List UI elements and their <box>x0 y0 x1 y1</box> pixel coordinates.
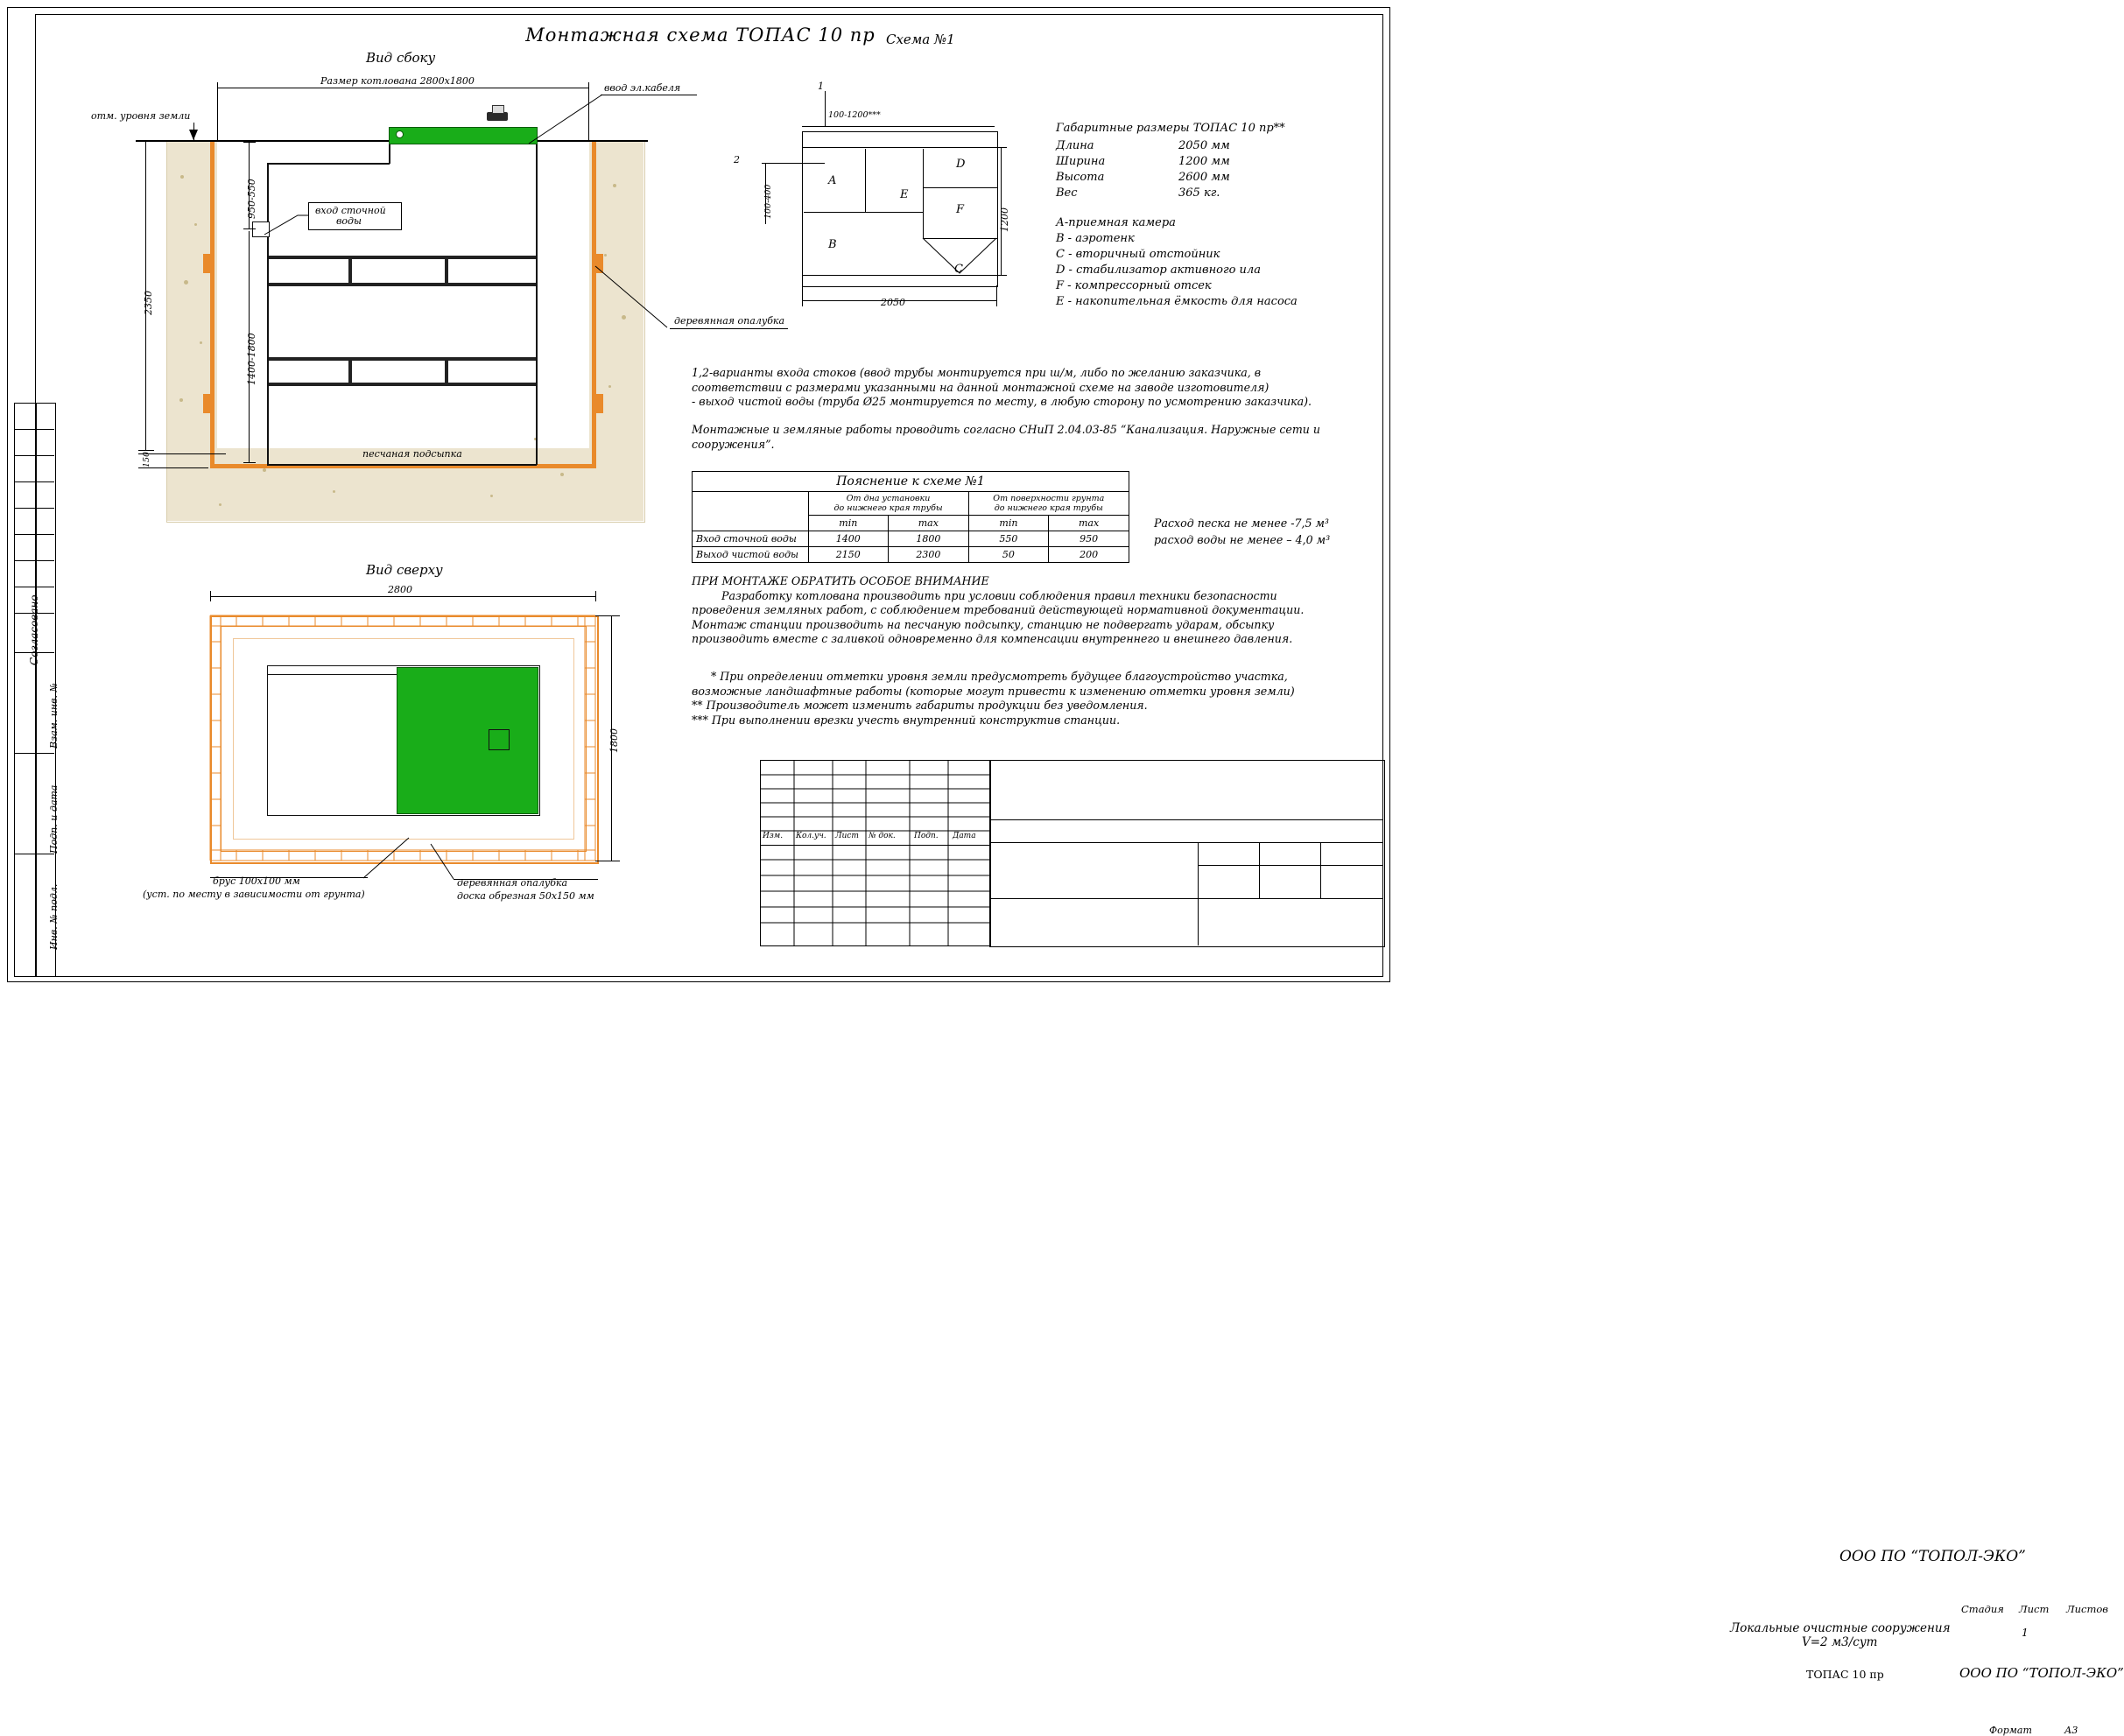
scheme1-dim-top: 100-1200*** <box>828 110 881 120</box>
object-line-1: Локальные очистные сооружения <box>1730 1621 1951 1635</box>
variants-note <box>692 366 1383 410</box>
explain-sub-2: min <box>968 516 1049 531</box>
formwork-brace-left-upper <box>203 254 214 273</box>
company-name: ООО ПО “ТОПОЛ-ЭКО” <box>1839 1548 2026 1565</box>
beam-label-line1: брус 100х100 мм <box>213 875 300 887</box>
legend-item-d: D - стабилизатор активного ила <box>1056 264 1261 277</box>
station-right-wall <box>536 131 538 465</box>
lm-rule <box>14 560 54 561</box>
table-row <box>693 547 1129 563</box>
footnotes-block <box>692 670 1383 727</box>
scheme1-label-A: A <box>828 174 837 187</box>
explain-group2-line1: От поверхности грунта <box>993 494 1105 503</box>
formwork-leader-h <box>670 328 788 329</box>
explain-row-0-v1: 1800 <box>889 531 969 547</box>
snip-line-1: Монтажные и земляные работы проводить согласно СНиП 2.04.03-85 “Канализация. Наружные сети и <box>692 423 1321 436</box>
product-name: ТОПАС 10 пр <box>1806 1668 1884 1681</box>
ground-mark-arrow <box>187 123 201 142</box>
beam-label-line2: (уст. по месту в зависимости от грунта) <box>143 889 365 900</box>
lm-rule <box>14 481 54 482</box>
explain-row-1-v1: 2300 <box>889 547 969 563</box>
spec-value-0: 2050 мм <box>1178 139 1230 152</box>
lm-rule <box>14 534 54 535</box>
rev-header-5: Дата <box>953 832 976 840</box>
attention-line-3: Монтаж станции производить на песчаную подсыпку, станцию не подвергать ударам, обсыпку <box>692 617 1275 631</box>
explain-row-1-v3: 200 <box>1049 547 1129 563</box>
formwork-label: деревянная опалубка <box>674 315 785 327</box>
lm-col-a <box>14 403 37 977</box>
variants-line-3: - выход чистой воды (труба Ø25 монтируется по месту, в любую сторону по усмотрению заказчика). <box>692 395 1312 408</box>
side-view-label: Вид сбоку <box>366 50 436 66</box>
scheme1-label-D: D <box>956 158 966 171</box>
spec-value-1: 1200 мм <box>1178 155 1230 168</box>
rev-header-1: Кол.уч. <box>796 832 826 840</box>
topview-width-label: 2800 <box>388 584 412 595</box>
title-block-right <box>989 760 1385 947</box>
snip-note <box>692 423 1383 452</box>
attention-line-2: проведения земляных работ, с соблюдением требований действующей нормативной документации. <box>692 603 1305 616</box>
legend-item-c: С - вторичный отстойник <box>1056 248 1220 261</box>
topview-width-dim <box>210 596 595 597</box>
ground-mark-label: отм. уровня земли <box>91 110 191 122</box>
scheme1-label: Схема №1 <box>886 32 955 47</box>
cable-input-label: ввод эл.кабеля <box>604 82 681 94</box>
formwork-wall-left <box>210 140 215 468</box>
footnote-3: *** При выполнении врезки учесть внутренний конструктив станции. <box>692 713 1121 727</box>
scheme1-dim-width: 2050 <box>881 297 905 308</box>
page-title: Монтажная схема ТОПАС 10 пр <box>525 25 876 46</box>
explain-group2-line2: до нижнего края трубы <box>994 503 1103 513</box>
scheme1-marker2-line <box>762 163 825 164</box>
scheme1-label-B: B <box>828 238 837 251</box>
explain-row-0-v2: 550 <box>968 531 1049 547</box>
stage-header-1: Лист <box>2019 1603 2050 1615</box>
cable-leader <box>522 88 618 149</box>
explain-row-0-label: Вход сточной воды <box>693 531 809 547</box>
attention-line-1: Разработку котлована производить при условии соблюдения правил техники безопасности <box>721 588 1277 602</box>
format-value: А3 <box>2064 1725 2078 1736</box>
consumption-note <box>1154 515 1390 548</box>
lm-label-inv: Инв. № подл. <box>48 883 60 950</box>
format-label: Формат <box>1989 1725 2032 1736</box>
explain-row-1-v2: 50 <box>968 547 1049 563</box>
pit-interior <box>217 140 589 448</box>
rev-header-4: Подп. <box>914 832 939 840</box>
attention-title: ПРИ МОНТАЖЕ ОБРАТИТЬ ОСОБОЕ ВНИМАНИЕ <box>692 574 989 587</box>
spec-name-2: Высота <box>1056 171 1105 184</box>
inlet-label-line2: воды <box>336 215 362 227</box>
explain-row-0-v3: 950 <box>1049 531 1129 547</box>
sand-consumption: Расход песка не менее -7,5 м³ <box>1154 517 1329 530</box>
dim-1400-1800-label: 1400-1800 <box>246 333 257 385</box>
explain-row-1-v0: 2150 <box>808 547 889 563</box>
legend-item-e: Е - накопительная ёмкость для насоса <box>1056 295 1298 308</box>
scheme1-top-rail <box>802 147 996 148</box>
lm-label-soglasovano: Согласовано <box>28 594 40 665</box>
internal-partition-3 <box>348 361 352 383</box>
formwork-top-label1: деревянная опалубка <box>457 877 568 889</box>
attention-block <box>692 574 1383 647</box>
dim-150-label: 150 <box>142 451 151 467</box>
table-row <box>693 531 1129 547</box>
company-name-2: ООО ПО “ТОПОЛ-ЭКО” <box>1959 1665 2124 1681</box>
footnote-2: ** Производитель может изменить габариты продукции без уведомления. <box>692 699 1148 712</box>
internal-partition-4 <box>445 361 448 383</box>
snip-line-2: сооружения”. <box>692 437 775 451</box>
variants-line-2: соответствии с размерами указанными на данной монтажной схеме на заводе изготовителя) <box>692 380 1269 394</box>
title-block <box>760 760 2124 1736</box>
scheme1-marker2: 2 <box>734 154 740 165</box>
scheme1-label-F: F <box>956 203 965 216</box>
lm-label-podp: Подп. и дата <box>48 784 60 854</box>
scheme1-label-E: E <box>900 188 909 201</box>
scheme1-bottom-rail <box>802 275 996 276</box>
topview-height-label: 1800 <box>608 728 620 753</box>
station-plan-lid <box>397 667 538 814</box>
lm-rule <box>14 753 54 754</box>
rev-header-3: № док. <box>869 832 896 840</box>
explain-sub-1: max <box>889 516 969 531</box>
specs-block <box>1056 121 1298 310</box>
formwork-top-leader <box>429 842 464 882</box>
pit-size-label: Размер котлована 2800х1800 <box>320 75 475 87</box>
internal-floor-upper2 <box>269 283 536 286</box>
rev-header-2: Лист <box>835 832 859 840</box>
spec-value-2: 2600 мм <box>1178 171 1230 184</box>
object-line-2: V=2 м3/сут <box>1802 1635 1878 1649</box>
scheme1-label-C: C <box>954 263 963 276</box>
variants-line-1: 1,2-варианты входа стоков (ввод трубы монтируется при ш/м, либо по желанию заказчика, в <box>692 366 1262 379</box>
explain-sub-3: max <box>1049 516 1129 531</box>
legend-item-a: А-приемная камера <box>1056 216 1176 229</box>
rev-header-0: Изм. <box>763 832 784 840</box>
legend-item-f: F - компрессорный отсек <box>1056 279 1212 292</box>
beam-leader <box>346 836 416 882</box>
explain-sub-0: min <box>808 516 889 531</box>
revision-grid-lower <box>760 844 991 946</box>
lm-rule <box>14 508 54 509</box>
water-consumption: расход воды не менее – 4,0 м³ <box>1154 533 1331 546</box>
station-step-top <box>267 163 390 165</box>
lm-rule <box>14 429 54 430</box>
formwork-brace-left-lower <box>203 394 214 413</box>
inlet-label-line1: вход сточной <box>315 205 386 216</box>
lm-rule <box>14 455 54 456</box>
scheme1-cell-E <box>865 158 924 213</box>
formwork-brace-right-lower <box>593 394 603 413</box>
footnote-1-line-1: * При определении отметки уровня земли предусмотреть будущее благоустройство участка, <box>711 670 1288 683</box>
lid-vent <box>492 105 504 114</box>
internal-floor-lower <box>269 357 536 361</box>
stage-header-2: Листов <box>2066 1603 2108 1615</box>
dim-950-550-label: 950-550 <box>246 179 257 219</box>
scheme1-top-dim <box>802 126 995 127</box>
dim-total-depth-label: 2350 <box>143 291 154 315</box>
explanation-table <box>692 471 1129 563</box>
lm-label-vzam: Взам. инв. № <box>48 683 60 749</box>
explain-row-1-label: Выход чистой воды <box>693 547 809 563</box>
specs-heading: Габаритные размеры ТОПАС 10 пр** <box>1056 122 1285 135</box>
scheme1-marker1: 1 <box>818 81 824 92</box>
explain-group1-line2: до нижнего края трубы <box>833 503 943 513</box>
top-view-label: Вид сверху <box>366 562 443 578</box>
internal-floor-lower2 <box>269 383 536 386</box>
explain-row-0-v0: 1400 <box>808 531 889 547</box>
explain-group1-line1: От дна установки <box>846 494 931 503</box>
formwork-top-label2: доска обрезная 50х150 мм <box>457 890 594 902</box>
stage-header-0: Стадия <box>1961 1603 2004 1615</box>
internal-floor-upper <box>269 256 536 259</box>
station-plan-hatch <box>489 729 510 750</box>
stage-value-1: 1 <box>2022 1627 2029 1639</box>
internal-partition-2 <box>445 259 448 283</box>
station-lid <box>389 127 538 144</box>
scheme1-dim-left: 100-400 <box>763 184 773 219</box>
spec-name-1: Ширина <box>1056 155 1106 168</box>
sand-bed-label: песчаная подсыпка <box>362 448 462 460</box>
internal-partition-1 <box>348 259 352 283</box>
footnote-1-line-2: возможные ландшафтные работы (которые могут привести к изменению отметки уровня земли) <box>692 684 1295 698</box>
explain-title: Пояснение к схеме №1 <box>693 472 1129 492</box>
spec-value-3: 365 кг. <box>1178 186 1220 200</box>
spec-name-0: Длина <box>1056 139 1094 152</box>
station-bottom <box>267 464 537 466</box>
scheme1-marker1-line <box>825 91 826 126</box>
attention-line-4: производить вместе с заливкой одновременно для компенсации внутреннего и внешнего давления. <box>692 632 1293 645</box>
legend-item-b: В - аэротенк <box>1056 232 1135 245</box>
spec-name-3: Вес <box>1056 186 1078 200</box>
lid-bolt <box>396 130 404 138</box>
scheme1-dim-height: 1200 <box>999 207 1010 232</box>
